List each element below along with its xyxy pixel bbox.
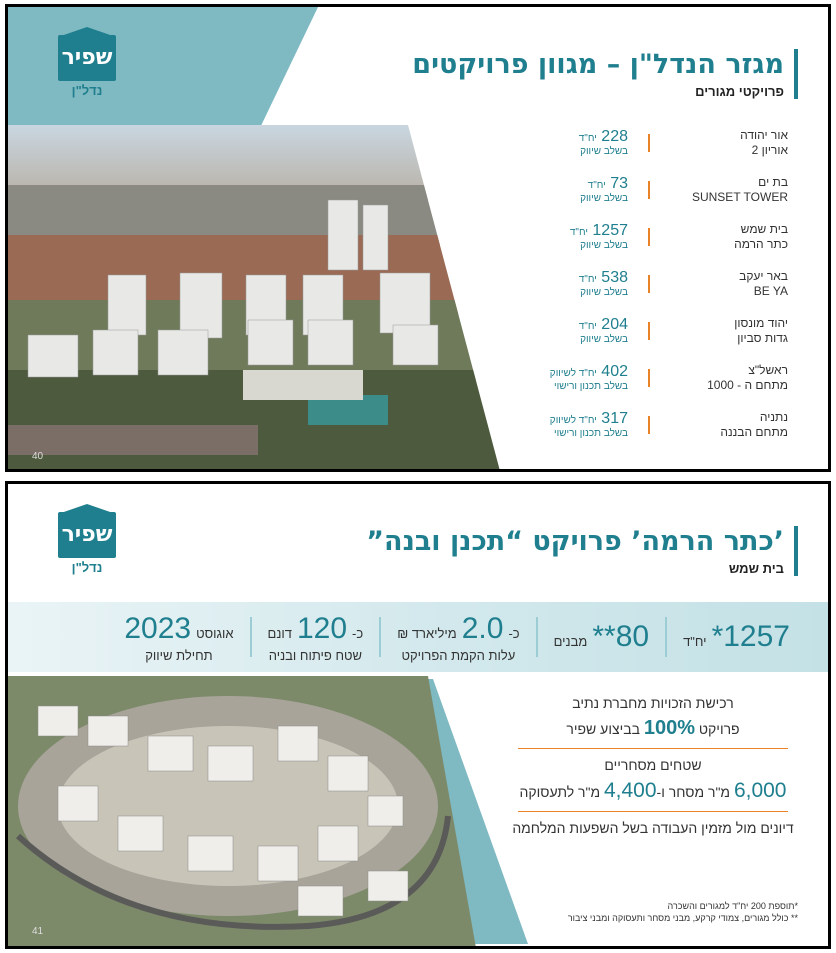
brand-sub: נדל"ן <box>71 83 103 98</box>
stat-label: עלות הקמת הפרויקט <box>401 647 516 663</box>
project-units: 317 <box>601 410 628 427</box>
project-status: בשלב שיווק <box>580 193 628 204</box>
info-rights: רכישת הזכויות מחברת נתיב <box>572 695 734 711</box>
info-negotiations: דיונים מול מזמין העבודה בשל השפעות המלחמה <box>512 820 794 836</box>
orange-divider <box>648 228 650 246</box>
stat-value: 1257* <box>711 620 790 653</box>
project-status: בשלב תכנון ורישוי <box>554 381 628 392</box>
stat-cost <box>381 612 535 663</box>
project-name: כתר הרמה <box>734 236 788 251</box>
city-aerial-photo <box>8 125 508 471</box>
orange-divider <box>648 416 650 434</box>
unit-label: יח"ד <box>578 133 597 144</box>
stats-band <box>8 602 828 672</box>
brand-name: שפיר <box>61 45 113 70</box>
unit-label: יח"ד לשיווק <box>549 368 597 379</box>
list-item <box>518 401 788 448</box>
project-city: בת ים <box>758 174 788 189</box>
unit-label: יח"ד <box>587 180 606 191</box>
stat-divider <box>379 617 381 657</box>
footnote: *תוספת 200 יח"ד למגורים והשכרה <box>667 901 798 911</box>
unit-label: יח"ד <box>569 227 588 238</box>
project-name: מתחם ה - 1000 <box>707 377 788 392</box>
project-info <box>508 689 798 842</box>
brand-name: שפיר <box>61 522 113 547</box>
project-rendering-photo <box>8 676 478 948</box>
project-units: 204 <box>601 316 628 333</box>
project-status: בשלב שיווק <box>580 146 628 157</box>
project-city: נתניה <box>759 409 788 424</box>
orange-divider <box>518 811 788 812</box>
slide-keter-harama <box>5 481 831 949</box>
info-execution <box>508 717 798 740</box>
list-item <box>518 119 788 166</box>
project-units: 1257 <box>592 222 628 239</box>
page-title: מגזר הנדל"ן – מגוון פרויקטים <box>412 49 784 80</box>
project-status: בשלב שיווק <box>580 240 628 251</box>
project-units: 402 <box>601 363 628 380</box>
stat-divider <box>536 617 538 657</box>
info-text: מ"ר לתעסוקה <box>519 784 601 800</box>
page-subtitle: פרויקטי מגורים <box>695 84 784 99</box>
slide2-title-block <box>366 526 798 576</box>
stat-value: 2023 <box>124 611 192 645</box>
stat-units <box>667 620 806 654</box>
footnote: ** כולל מגורים, צמודי קרקע, מבני מסחר ותעסוקה ומבני ציבור <box>567 913 798 923</box>
orange-divider <box>518 748 788 749</box>
stat-label: תחילת שיווק <box>145 647 213 663</box>
orange-divider <box>648 322 650 340</box>
page-number: 40 <box>32 451 44 462</box>
list-item <box>518 260 788 307</box>
stat-buildings <box>538 620 665 654</box>
stat-prefix: כ- <box>352 625 364 641</box>
project-name: גדות סביון <box>737 330 788 345</box>
project-city: באר יעקב <box>739 268 788 283</box>
unit-label: יח"ד <box>578 321 597 332</box>
unit-label: יח"ד <box>578 274 597 285</box>
stat-unit: מבנים <box>553 634 588 649</box>
info-percent: 100% <box>643 717 696 739</box>
info-text: מ"ר מסחר ו- <box>656 784 731 800</box>
list-item <box>518 213 788 260</box>
stat-unit: דונם <box>267 625 292 641</box>
info-value: 6,000 <box>733 779 787 802</box>
stat-value: 120 <box>296 611 348 645</box>
project-units: 73 <box>610 175 628 192</box>
stat-prefix: אוגוסט <box>196 625 234 641</box>
slide-projects-overview <box>5 4 831 472</box>
list-item <box>518 354 788 401</box>
page-number: 41 <box>32 926 44 937</box>
project-name: SUNSET TOWER <box>691 189 788 204</box>
project-city: בית שמש <box>740 221 788 236</box>
brand-logo <box>54 35 120 98</box>
page-title: ’כתר הרמה’ פרויקט “תכנן ובנה” <box>366 526 784 557</box>
brand-logo <box>54 512 120 575</box>
list-item <box>518 166 788 213</box>
project-units: 538 <box>601 269 628 286</box>
project-name: אוריון 2 <box>751 142 788 157</box>
slide1-title-block <box>412 49 798 99</box>
project-status: בשלב שיווק <box>580 287 628 298</box>
stat-prefix: כ- <box>508 625 520 641</box>
project-city: אור יהודה <box>740 127 788 142</box>
unit-label: יח"ד לשיווק <box>549 415 597 426</box>
info-commercial-areas <box>508 779 798 803</box>
orange-divider <box>648 134 650 152</box>
page-subtitle: בית שמש <box>728 561 784 576</box>
stat-divider <box>250 617 252 657</box>
info-commercial-heading: שטחים מסחריים <box>604 757 702 773</box>
info-text: בביצוע שפיר <box>566 721 640 737</box>
project-status: בשלב שיווק <box>580 334 628 345</box>
list-item <box>518 307 788 354</box>
orange-divider <box>648 275 650 293</box>
footnotes <box>568 900 798 924</box>
project-list <box>518 119 788 448</box>
brand-sub: נדל"ן <box>71 560 103 575</box>
stat-unit: יח"ד <box>683 634 707 649</box>
stat-launch <box>108 612 249 663</box>
project-status: בשלב תכנון ורישוי <box>554 428 628 439</box>
stat-label: שטח פיתוח ובניה <box>268 647 363 663</box>
stat-value: 2.0 <box>461 611 504 645</box>
project-name: מתחם הבננה <box>720 424 788 439</box>
project-units: 228 <box>601 128 628 145</box>
info-value: 4,400 <box>603 779 657 802</box>
stat-unit: מיליארד ₪ <box>397 625 457 641</box>
project-name: BE YA <box>753 283 788 298</box>
project-city: ראשל"צ <box>748 362 788 377</box>
stat-value: 80** <box>592 620 650 653</box>
project-city: יהוד מונסון <box>734 315 788 330</box>
orange-divider <box>648 181 650 199</box>
orange-divider <box>648 369 650 387</box>
stat-divider <box>665 617 667 657</box>
stat-area <box>252 612 380 663</box>
info-text: פרויקט <box>698 721 740 737</box>
